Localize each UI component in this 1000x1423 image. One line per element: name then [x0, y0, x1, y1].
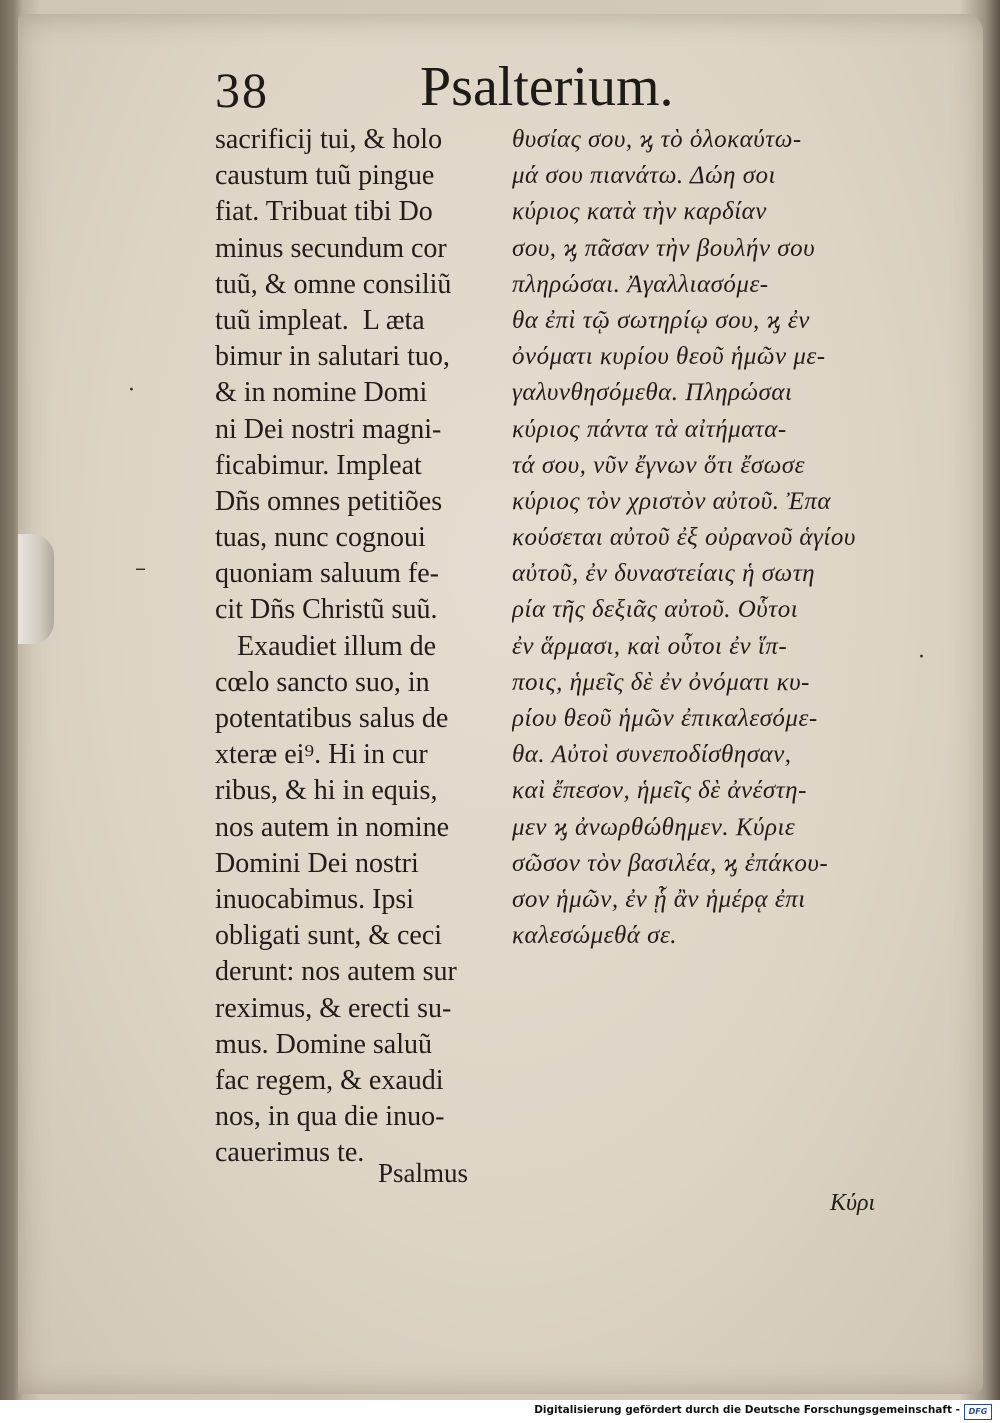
- latin-line: quoniam saluum fe-: [215, 558, 439, 590]
- catchword: Κύρι: [830, 1190, 876, 1216]
- greek-line: μεν ϗ ἀνωρθώθημεν. Κύριε: [512, 813, 796, 841]
- latin-line: mus. Domine saluũ: [215, 1028, 432, 1060]
- greek-line: ὀνόματι κυρίου θεοῦ ἡμῶν με-: [512, 343, 826, 371]
- funding-notice: Digitalisierung gefördert durch die Deutsche Forschungsgemeinschaft -: [534, 1404, 960, 1416]
- page-clip: [18, 534, 54, 644]
- latin-line: tuas, nunc cognoui: [215, 522, 426, 554]
- folio-number: 38: [215, 62, 269, 118]
- latin-line: inuocabimus. Ipsi: [215, 883, 415, 915]
- latin-line: ni Dei nostri magni-: [215, 413, 442, 445]
- latin-line: derunt: nos autem sur: [215, 956, 457, 988]
- greek-line: καὶ ἔπεσον, ἡμεῖς δὲ ἀνέστη-: [512, 777, 807, 805]
- latin-line: cauerimus te.: [215, 1137, 365, 1169]
- greek-line: κούσεται αὐτοῦ ἐξ οὐρανοῦ ἁγίου: [512, 524, 856, 552]
- greek-line: καλεσώμεθά σε.: [512, 922, 678, 950]
- latin-line: obligati sunt, & ceci: [215, 920, 443, 952]
- latin-line: sacrificij tui, & holo: [215, 124, 443, 155]
- greek-line: ποις, ἡμεῖς δὲ ἐν ὀνόματι κυ-: [512, 668, 810, 696]
- latin-line: xteræ ei⁹. Hi in cur: [215, 739, 428, 771]
- greek-line: σῶσον τὸν βασιλέα, ϗ ἐπάκου-: [512, 849, 829, 877]
- greek-line: αὐτοῦ, ἐν δυναστείαις ἡ σωτη: [512, 560, 816, 588]
- dfg-logo-icon: DFG: [964, 1404, 992, 1420]
- latin-column: [215, 122, 500, 1171]
- latin-end-word: Psalmus: [378, 1158, 469, 1188]
- latin-line: ribus, & hi in equis,: [215, 775, 438, 807]
- latin-line: fiat. Tribuat tibi Do: [215, 196, 433, 228]
- greek-line: πληρώσαι. Ἀγαλλιασόμε-: [512, 270, 769, 298]
- latin-line: cit Dñs Christũ suũ.: [215, 594, 438, 626]
- page-header: [0, 55, 1000, 125]
- margin-mark: ·: [128, 378, 135, 403]
- latin-line: & in nomine Domi: [215, 377, 428, 409]
- latin-line: tuũ, & omne consiliũ: [215, 268, 452, 300]
- latin-line: Domini Dei nostri: [215, 847, 419, 879]
- greek-line: γαλυνθησόμεθα. Πληρώσαι: [512, 379, 793, 407]
- greek-line: ρίου θεοῦ ἡμῶν ἐπικαλεσόμε-: [512, 705, 818, 732]
- latin-line: potentatibus salus de: [215, 703, 449, 734]
- latin-line: ficabimur. Impleat: [215, 449, 422, 481]
- footer: [0, 1400, 1000, 1423]
- greek-line: ἐν ἅρμασι, καὶ οὗτοι ἐν ἵπ-: [512, 632, 788, 660]
- greek-line: σον ἡμῶν, ἐν ᾗ ἂν ἡμέρᾳ ἐπι: [512, 885, 806, 913]
- running-title: Psalterium.: [420, 56, 674, 118]
- latin-line: nos, in qua die inuo-: [215, 1101, 445, 1133]
- latin-line: Dñs omnes petitiões: [215, 485, 443, 517]
- latin-line: Exaudiet illum de: [237, 630, 437, 662]
- latin-line: cœlo sancto suo, in: [215, 666, 430, 698]
- latin-line: minus secundum cor: [215, 232, 447, 264]
- latin-line: bimur in salutari tuo,: [215, 341, 450, 373]
- latin-line: caustum tuũ pingue: [215, 160, 435, 192]
- greek-line: θα ἐπὶ τῷ σωτηρίῳ σου, ϗ ἐν: [512, 306, 810, 334]
- margin-mark: ·: [918, 645, 925, 670]
- latin-line: tuũ impleat. L æta: [215, 304, 425, 336]
- greek-line: κύριος τὸν χριστὸν αὐτοῦ. Ἐπα: [512, 487, 832, 515]
- latin-line: reximus, & erecti su-: [215, 992, 452, 1024]
- greek-line: κύριος κατὰ τὴν καρδίαν: [512, 198, 767, 226]
- greek-line: μά σου πιανάτω. Δώη σοι: [512, 162, 776, 190]
- greek-line: θα. Αὐτοὶ συνεποδίσθησαν,: [512, 741, 792, 769]
- greek-line: σου, ϗ πᾶσαν τὴν βουλήν σου: [512, 234, 816, 262]
- margin-mark: –: [135, 556, 146, 581]
- latin-line: fac regem, & exaudi: [215, 1064, 444, 1096]
- greek-column: [512, 122, 912, 954]
- greek-line: ρία τῆς δεξιᾶς αὐτοῦ. Οὗτοι: [512, 596, 799, 624]
- greek-line: κύριος πάντα τὰ αἰτήματα-: [512, 415, 787, 443]
- latin-line: nos autem in nomine: [215, 811, 450, 843]
- greek-line: τά σου, νῦν ἔγνων ὅτι ἔσωσε: [512, 451, 805, 479]
- greek-line: θυσίας σου, ϗ τὸ ὁλοκαύτω-: [512, 126, 802, 153]
